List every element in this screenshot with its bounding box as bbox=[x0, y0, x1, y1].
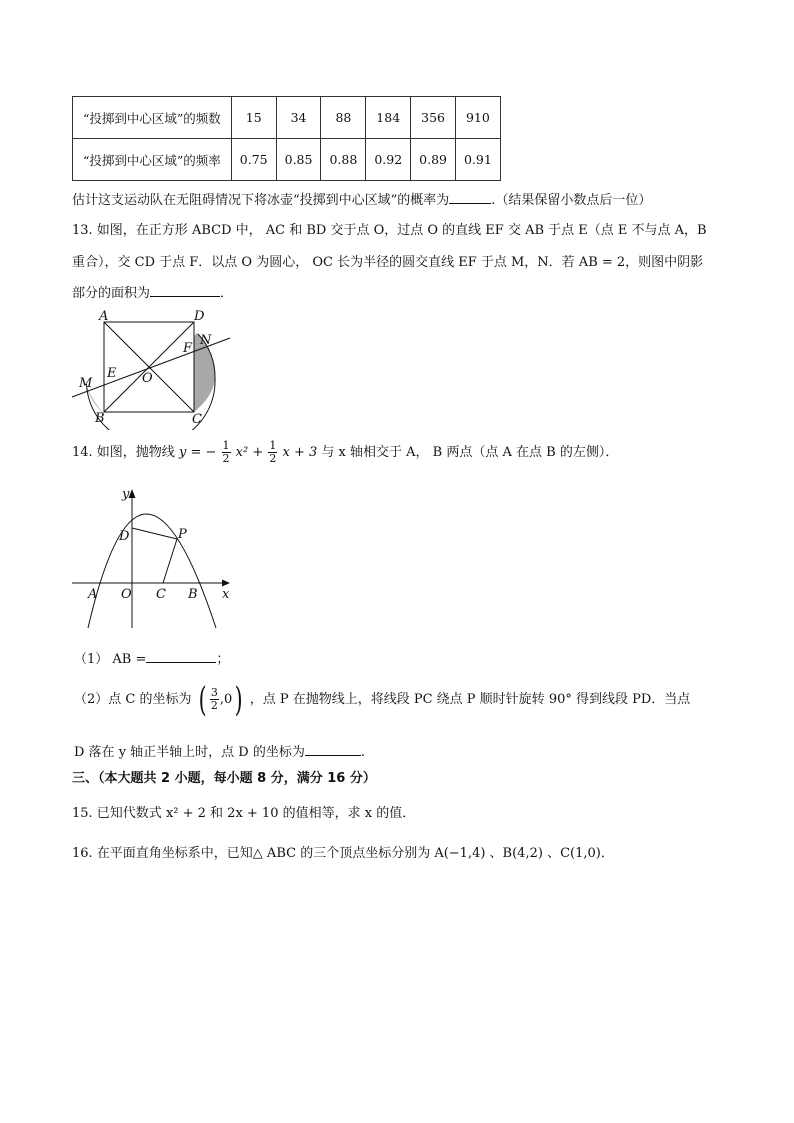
coord-rest: ,0 bbox=[219, 692, 233, 707]
label-o: O bbox=[121, 587, 132, 602]
square-circle-figure bbox=[70, 306, 240, 430]
q12-text: 估计这支运动队在无阻碍情况下将冰壶“投掷到中心区域”的概率为 bbox=[72, 193, 450, 208]
label-c: C bbox=[156, 587, 166, 602]
table-cell: 88 bbox=[321, 97, 366, 139]
eq-y: y bbox=[178, 445, 187, 460]
eq-x2: x² + bbox=[235, 445, 264, 460]
label-m: M bbox=[79, 376, 93, 391]
q14-part2-line2-text: D 落在 y 轴正半轴上时，点 D 的坐标为 bbox=[74, 745, 305, 760]
label-b: B bbox=[188, 587, 198, 602]
label-p: P bbox=[178, 527, 187, 542]
segment-pc bbox=[163, 539, 177, 583]
q13-line3-end: ． bbox=[220, 286, 234, 301]
table-cell: 0.92 bbox=[366, 139, 411, 181]
answer-blank bbox=[449, 191, 491, 204]
q14-intro bbox=[72, 440, 618, 465]
eq-rest: x + 3 bbox=[282, 445, 318, 460]
eq-equals: = − bbox=[190, 445, 217, 460]
label-y: y bbox=[122, 487, 130, 502]
q12-text-end: .（结果保留小数点后一位） bbox=[491, 193, 652, 208]
answer-blank bbox=[150, 284, 220, 297]
label-x: x bbox=[222, 587, 230, 602]
answer-blank bbox=[305, 743, 361, 756]
y-axis-arrow-icon bbox=[129, 489, 136, 498]
section-heading: 三、（本大题共 2 小题，每小题 8 分，满分 16 分） bbox=[72, 771, 376, 786]
label-e: E bbox=[107, 366, 117, 381]
fraction-half: $\frac{1}{2}$ bbox=[269, 439, 277, 465]
label-d: D bbox=[194, 309, 205, 324]
fraction-three-halves: $\frac{3}{2}$ bbox=[210, 686, 218, 712]
table-cell: 34 bbox=[276, 97, 321, 139]
label-o: O bbox=[142, 371, 153, 386]
label-d: D bbox=[119, 529, 130, 544]
q14-part1 bbox=[74, 648, 229, 667]
table-cell: 910 bbox=[456, 97, 501, 139]
table-row-label: “投掷到中心区域”的频率 bbox=[73, 139, 232, 181]
answer-blank bbox=[146, 650, 216, 663]
q14-intro-start: 14. 如图，抛物线 bbox=[72, 445, 175, 460]
table-cell: 0.85 bbox=[276, 139, 321, 181]
label-n: N bbox=[200, 333, 212, 348]
label-b: B bbox=[95, 411, 105, 426]
segment-pd bbox=[132, 528, 177, 539]
q13-line1: 13. 如图，在正方形 ABCD 中， AC 和 BD 交于点 O，过点 O 的直线 EF 交 AB 于点 E（点 E 不与点 A，B bbox=[72, 223, 707, 238]
table-cell: 0.75 bbox=[231, 139, 276, 181]
parabola-figure bbox=[70, 482, 240, 630]
q14-part2-text: ，点 P 在抛物线上，将线段 PC 绕点 P 顺时针旋转 90° 得到线段 PD．当点 bbox=[249, 692, 691, 707]
q14-part2-line2 bbox=[74, 741, 365, 760]
q12-answer-line bbox=[72, 189, 651, 208]
table-cell: 356 bbox=[411, 97, 456, 139]
table-row bbox=[73, 139, 501, 181]
frequency-table bbox=[72, 96, 501, 181]
q13-line2: 重合），交 CD 于点 F．以点 O 为圆心， OC 长为半径的圆交直线 EF 于点 M，N．若 AB = 2，则图中阴影 bbox=[72, 255, 704, 270]
q16: 16. 在平面直角坐标系中，已知△ ABC 的三个顶点坐标分别为 A(−1,4) 、B(4,2) 、C(1,0)． bbox=[72, 846, 614, 861]
table-cell: 0.91 bbox=[456, 139, 501, 181]
label-c: C bbox=[192, 412, 202, 427]
q14-part2-start: （2）点 C 的坐标为 bbox=[74, 692, 192, 707]
q14-part1-text: （1） AB = bbox=[74, 652, 147, 667]
q14-part2-line2-end: . bbox=[360, 745, 365, 760]
q13-line3-text: 部分的面积为 bbox=[72, 286, 151, 301]
label-a: A bbox=[88, 587, 98, 602]
fraction-half: $\frac{1}{2}$ bbox=[222, 439, 230, 465]
label-f: F bbox=[183, 341, 193, 356]
table-row bbox=[73, 97, 501, 139]
label-a: A bbox=[99, 309, 109, 324]
x-axis-arrow-icon bbox=[222, 580, 230, 587]
q13-line3 bbox=[72, 282, 233, 301]
q15: 15. 已知代数式 x² + 2 和 2x + 10 的值相等，求 x 的值． bbox=[72, 806, 416, 821]
q14-intro-end: 与 x 轴相交于 A， B 两点（点 A 在点 B 的左侧）． bbox=[321, 445, 619, 460]
table-cell: 15 bbox=[231, 97, 276, 139]
parabola-curve bbox=[88, 514, 216, 628]
table-cell: 0.89 bbox=[411, 139, 456, 181]
q14-part2: （2）点 C 的坐标为 ( $\frac{3}{2}$ ,0) ，点 P 在抛物线上，将线段 PC 绕点 P 顺时针旋转 90° 得到线段 PD．当点 bbox=[74, 679, 691, 720]
table-cell: 184 bbox=[366, 97, 411, 139]
table-row-label: “投掷到中心区域”的频数 bbox=[73, 97, 232, 139]
q14-part1-end: ； bbox=[216, 652, 230, 667]
table-cell: 0.88 bbox=[321, 139, 366, 181]
